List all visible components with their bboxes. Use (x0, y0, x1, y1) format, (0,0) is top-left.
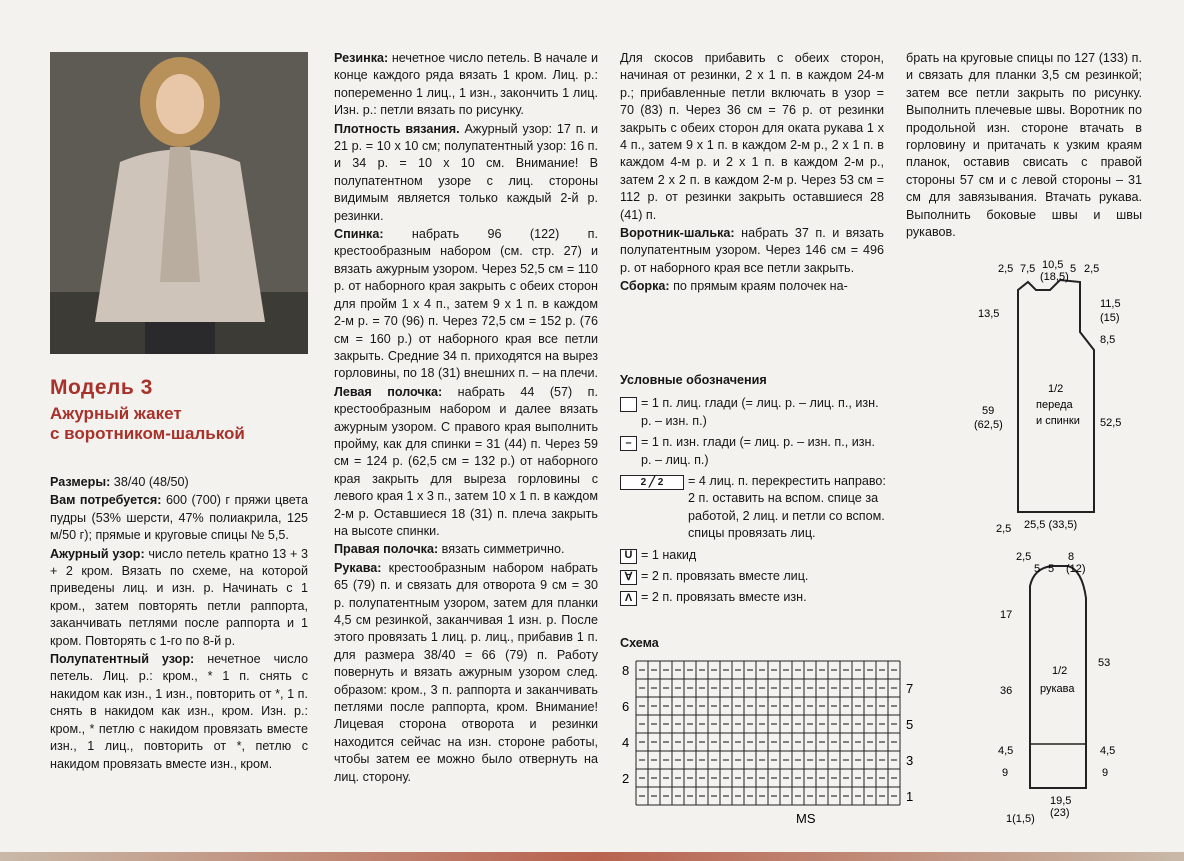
dim: 2,5 (1084, 263, 1100, 275)
dim: 53 (1098, 657, 1111, 669)
para: Вам потребуется: 600 (700) г пряжи цвета пудры (53% шерсти, 47% полиакрила, 125 м/50 г); прямые и круговые спицы № 5,5. (50, 493, 308, 543)
dim: 5 (1070, 263, 1077, 275)
dim: 2,5 (1016, 551, 1032, 563)
ms-label: MS (796, 811, 816, 826)
dim: 17 (1000, 609, 1013, 621)
dim: 2,5 (996, 523, 1012, 535)
row-label: 1 (906, 789, 914, 804)
dim: 4,5 (998, 745, 1014, 757)
row-label: 7 (906, 681, 914, 696)
dim: (62,5) (974, 419, 1003, 431)
para: брать на круговые спицы по 127 (133) п. и связать для планки 3,5 см резинкой; затем все петли закрыть по рисунку. Выполнить плечевые швы. Воротник по продольной изн. стороне втачать в горловину и притачать к узким краям планок, оставив свисать с правой стороны 57 см и с левой стороны – 31 см для завязывания. Втачать рукава. Выполнить боковые швы и швы рукавов. (906, 51, 1142, 240)
dim: 4,5 (1100, 745, 1116, 757)
row-label: 4 (622, 735, 630, 750)
yarn-over-icon: U (620, 549, 637, 564)
row-label: 3 (906, 753, 914, 768)
para: Ажурный узор: число петель кратно 13 + 3 + 2 кром. Вязать по схеме, на которой приведены лиц. и изн. р. Начинать с 1 кром., затем повторять петли раппорта, заканчивать петлями после раппорта и 1 кром. Повторять с 1-го по 8-й р. (50, 546, 308, 648)
dim: 13,5 (978, 308, 1000, 320)
knit-stitch-icon (620, 397, 637, 412)
model-title: Модель 3 (50, 376, 153, 399)
dim: 1(1,5) (1006, 813, 1035, 825)
row-label: 8 (622, 663, 630, 678)
dim: 7,5 (1020, 263, 1036, 275)
label: переда (1036, 399, 1073, 411)
page-bottom-strip (0, 852, 1184, 861)
model-subtitle-2: с воротником-шалькой (50, 424, 245, 443)
legend-item: Λ = 2 п. провязать вместе изн. (620, 589, 888, 606)
dim: (12) (1066, 563, 1086, 575)
dim: 8 (1068, 551, 1075, 563)
para: Полупатентный узор: нечетное число петель. Лиц. р.: кром., * 1 п. снять с накидом как изн., 1 изн., повторить от *, 1 п. снять в накидом как изн., кром. Изн. р.: кром., * петлю с накидом провязать вместе изн., 1 лиц., повторить от *, петлю с накидом провязать вместе изн., кром. (50, 652, 308, 771)
row-label: 2 (622, 771, 630, 786)
legend-item: – = 1 п. изн. глади (= лиц. р. – изн. п., изн. р. – лиц. п.) (620, 434, 888, 469)
cable-cross-icon: 2 ╱ 2 (620, 475, 684, 490)
para: Плотность вязания. Ажурный узор: 17 п. и 21 р. = 10 х 10 см; полупатентный узор: 16 п. и 34 р. = 10 х 10 см. Внимание! В полупатентном узоре с лиц. стороны видимым является только каждый 2-й р. резинки. (334, 121, 598, 223)
body-schematic (970, 260, 1140, 545)
para: Резинка: нечетное число петель. В начале и конце каждого ряда вязать 1 кром. Лиц. р.: попеременно 1 лиц., 1 изн., закончить 1 лиц. Изн. р.: петли вязать по рисунку. (334, 51, 598, 118)
model-subtitle-1: Ажурный жакет (50, 404, 182, 423)
column-2 (334, 50, 598, 787)
legend-item: ∀ = 2 п. провязать вместе лиц. (620, 568, 888, 585)
dim: 10,5 (1042, 260, 1064, 271)
p2tog-icon: Λ (620, 591, 637, 606)
legend-item: = 1 п. лиц. глади (= лиц. р. – лиц. п., изн. р. – изн. п.) (620, 395, 888, 430)
para: Спинка: набрать 96 (122) п. крестообразным набором (см. стр. 27) и вязать ажурным узором. Через 52,5 см = 110 р. от наборного края закрыть с обеих сторон для пройм 1 х 4 п., затем 9 х 1 п. в каждом 2-м р. = 70 (96) п. Через 72,5 см = 152 р. (76 см = 160 р.) от наборного края все петли закрыть. Средние 34 п. приходятся на вырез горловины, по 18 (31) внешних п. – на плечи. (334, 227, 599, 381)
dim: (18,5) (1040, 271, 1069, 283)
dim: 52,5 (1100, 417, 1122, 429)
stitch-chart (620, 657, 920, 832)
legend (620, 372, 888, 611)
dim: 25,5 (33,5) (1024, 519, 1078, 531)
row-label: 5 (906, 717, 914, 732)
k2tog-icon: ∀ (620, 570, 637, 585)
legend-item: U = 1 накид (620, 547, 888, 564)
para: Размеры: 38/40 (48/50) (50, 475, 189, 489)
dim: (15) (1100, 312, 1120, 324)
dim: 19,5 (1050, 795, 1072, 807)
para: Правая полочка: вязать симметрично. (334, 542, 565, 557)
column-4 (906, 50, 1142, 242)
label: 1/2 (1048, 383, 1064, 395)
dim: 9 (1102, 767, 1109, 779)
model-photo (50, 52, 308, 354)
legend-title: Условные обозначения (620, 373, 767, 387)
dim: 36 (1000, 685, 1013, 697)
dim: 11,5 (1100, 298, 1121, 310)
column-3 (620, 50, 884, 297)
chart-grid (636, 661, 900, 805)
label: рукава (1040, 683, 1075, 695)
purl-stitch-icon: – (620, 436, 637, 451)
dim: 9 (1002, 767, 1009, 779)
para: Воротник-шалька: набрать 37 п. и вязать полупатентным узором. Через 146 см = 496 р. от наборного края все петли закрыть. (620, 226, 884, 275)
dim: 2,5 (998, 263, 1014, 275)
dim: 59 (982, 405, 995, 417)
para: Для скосов прибавить с обеих сторон, начиная от резинки, 2 х 1 п. в каждом 24-м р.; прибавленные петли включать в узор = 70 (83) п. Через 36 см = 76 р. от резинки закрыть с обеих сторон для оката рукава 1 х 4 п., затем 9 х 1 п. в каждом 2-м р., 2 х 1 п. в каждом 4-м р. и 2 х 1 п. в каждом 2-м р., затем 2 х 2 п. в каждом 2-м р. Через 53 см = 112 р. от резинки закрыть оставшиеся 28 (41) п. (620, 51, 884, 222)
para: Рукава: крестообразным набором набрать 65 (79) п. и связать для отворота 9 см = 30 р. полупатентным узором, затем для планки 4,5 см резинкой, заканчивая 1 изн. р. После этого провязать 1 лиц. р. лиц., прибавив 1 п. для размера 38/40 = 66 (79) п. Работу повернуть и вязать ажурным узором след. образом: кром., 3 п. раппорта и заканчивать петлями после раппорта, кром. Внимание! Лицевая сторона отворота и резинки находится сейчас на изн. стороне работы, чтобы затем ее можно было отвернуть на лиц. сторону. (334, 560, 598, 784)
scheme-title: Схема (620, 636, 659, 650)
para: Сборка: по прямым краям полочек на- (620, 279, 848, 294)
label: 1/2 (1052, 665, 1068, 677)
dim: 8,5 (1100, 334, 1116, 346)
para: Левая полочка: набрать 44 (57) п. крестообразным набором и далее вязать ажурным узором. С правого края выполнить пройму, как для спинки = 31 (44) п. Через 59 см = 124 р. (62,5 см = 132 р.) от наборного края закрыть для выреза горловины с левого края 1 х 3 п., затем 10 х 1 п. в каждом 2-м р. Оставшиеся 18 (31) п. плеча закрыть на высоте спинки. (334, 384, 599, 538)
column-1 (50, 474, 308, 774)
legend-item: 2 ╱ 2 = 4 лиц. п. перекрестить направо: 2 п. оставить на вспом. спице за работой, 2 лиц. и петли со вспом. спицы провязать лиц. (620, 473, 888, 543)
sleeve-schematic (990, 548, 1140, 833)
dim: (23) (1050, 807, 1070, 819)
row-label: 6 (622, 699, 630, 714)
dim: 5 (1034, 563, 1041, 575)
dim: 5 (1048, 563, 1055, 575)
label: и спинки (1036, 415, 1080, 427)
